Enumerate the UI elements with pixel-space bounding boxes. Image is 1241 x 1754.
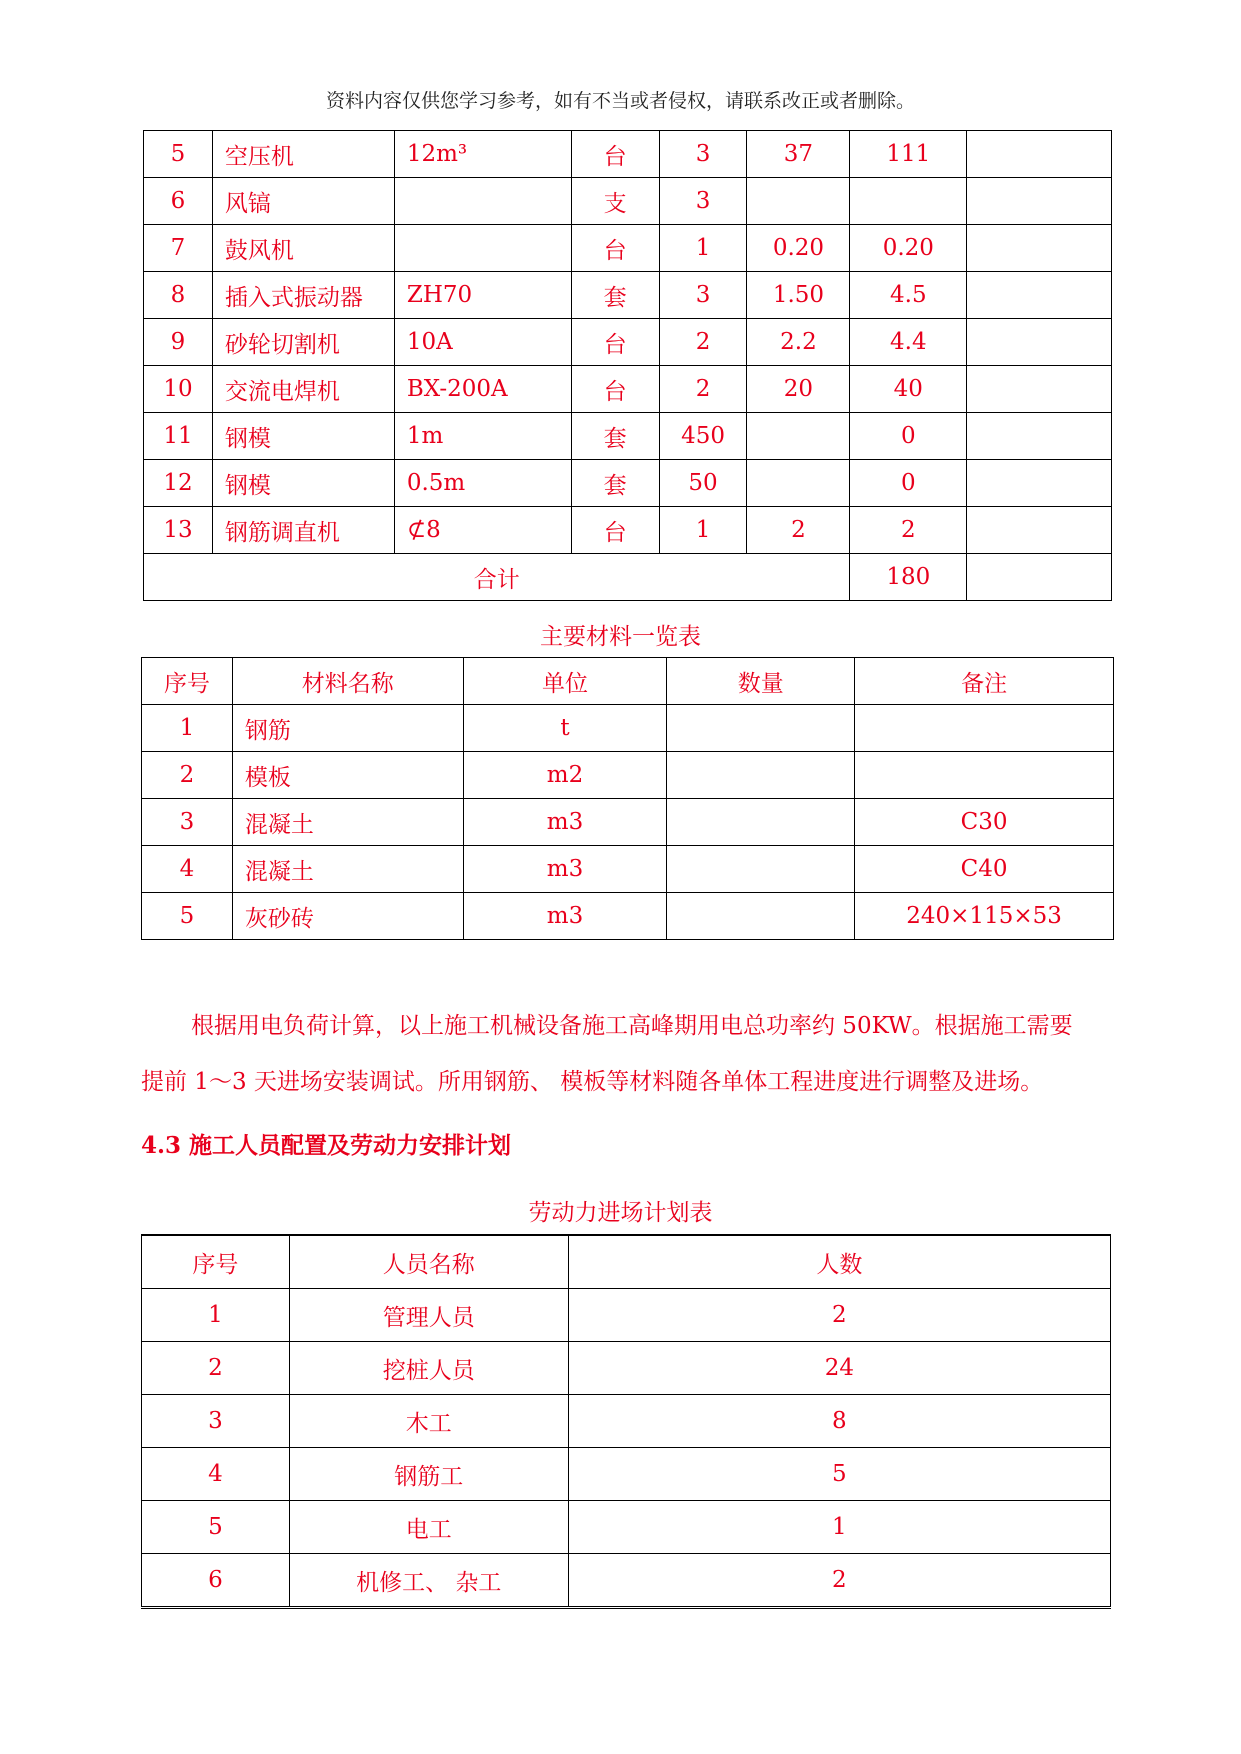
table-cell: 3: [659, 178, 747, 225]
table-cell: 1: [659, 507, 747, 554]
table-cell: 风镐: [212, 178, 394, 225]
table-cell: 24: [568, 1342, 1110, 1395]
table-cell: 3: [659, 272, 747, 319]
table-cell: [967, 178, 1112, 225]
table-cell: [667, 705, 855, 752]
table-cell: 12m³: [394, 131, 571, 178]
table-cell: 0: [850, 460, 967, 507]
table-cell: 数量: [667, 658, 855, 705]
table-cell: 0.5m: [394, 460, 571, 507]
paragraph-line-2: 提前 1～3 天进场安装调试。所用钢筋、 模板等材料随各单体工程进度进行调整及进场。: [141, 1069, 1044, 1095]
table-cell: m3: [463, 846, 667, 893]
table-cell: 序号: [142, 658, 233, 705]
table-cell: 180: [850, 554, 967, 601]
table-row: [142, 1501, 1111, 1554]
table-cell: 台: [571, 131, 659, 178]
table-cell: [667, 846, 855, 893]
table-cell: [967, 554, 1112, 601]
table-cell: m3: [463, 799, 667, 846]
table-cell: 2: [659, 366, 747, 413]
table-cell: 鼓风机: [212, 225, 394, 272]
table-row: [142, 799, 1114, 846]
table-cell: 合计: [144, 554, 850, 601]
table-cell: C30: [855, 799, 1114, 846]
table-cell: 1m: [394, 413, 571, 460]
table-cell: 50: [659, 460, 747, 507]
table-cell: [967, 225, 1112, 272]
table-cell: ⊄8: [394, 507, 571, 554]
table-cell: 5: [142, 1501, 290, 1554]
labor-table: [141, 1234, 1111, 1609]
table-cell: 7: [144, 225, 213, 272]
table-cell: 2: [850, 507, 967, 554]
table-cell: 4.4: [850, 319, 967, 366]
table-row: [142, 1342, 1111, 1395]
table-cell: [967, 366, 1112, 413]
table-cell: 0.20: [747, 225, 850, 272]
table-cell: [394, 178, 571, 225]
table-cell: 套: [571, 413, 659, 460]
table-cell: 台: [571, 319, 659, 366]
table-cell: m2: [463, 752, 667, 799]
table-row: [142, 1289, 1111, 1342]
table-cell: 1: [142, 705, 233, 752]
table-cell: 5: [142, 893, 233, 940]
table-cell: 8: [568, 1395, 1110, 1448]
table-row: [142, 705, 1114, 752]
table-cell: 套: [571, 460, 659, 507]
table-cell: 1: [659, 225, 747, 272]
table-cell: [855, 752, 1114, 799]
table-header-row: [142, 1235, 1111, 1289]
table-cell: 0: [850, 413, 967, 460]
table-cell: [667, 799, 855, 846]
table-cell: [967, 507, 1112, 554]
table-cell: 2: [747, 507, 850, 554]
table-row: [144, 413, 1112, 460]
table-cell: ZH70: [394, 272, 571, 319]
table-cell: 6: [142, 1554, 290, 1608]
table-cell: 10: [144, 366, 213, 413]
table-cell: [667, 752, 855, 799]
table-cell: 人数: [568, 1235, 1110, 1289]
table-cell: 8: [144, 272, 213, 319]
table-cell: 37: [747, 131, 850, 178]
table-cell: 11: [144, 413, 213, 460]
table-cell: [967, 131, 1112, 178]
table-cell: 4.5: [850, 272, 967, 319]
table-row: [144, 460, 1112, 507]
table-cell: [667, 893, 855, 940]
table-cell: 10A: [394, 319, 571, 366]
table-cell: 钢模: [212, 413, 394, 460]
table-cell: 灰砂砖: [232, 893, 463, 940]
table-cell: 备注: [855, 658, 1114, 705]
table-cell: 3: [659, 131, 747, 178]
table-cell: [850, 178, 967, 225]
table-cell: 2: [142, 1342, 290, 1395]
table-cell: 3: [142, 1395, 290, 1448]
table-cell: 9: [144, 319, 213, 366]
table-cell: 砂轮切割机: [212, 319, 394, 366]
table-row: [142, 846, 1114, 893]
table-cell: 2: [142, 752, 233, 799]
paragraph-line-1: 根据用电负荷计算，以上施工机械设备施工高峰期用电总功率约 50KW。根据施工需要: [191, 1013, 1073, 1039]
table-cell: 5: [568, 1448, 1110, 1501]
table-cell: 单位: [463, 658, 667, 705]
table-cell: 台: [571, 225, 659, 272]
table-row: [144, 366, 1112, 413]
materials-table-caption: 主要材料一览表: [540, 624, 701, 650]
header-disclaimer: 资料内容仅供您学习参考，如有不当或者侵权，请联系改正或者删除。: [325, 90, 915, 112]
table-cell: 1: [142, 1289, 290, 1342]
table-cell: [747, 178, 850, 225]
table-cell: 2: [568, 1554, 1110, 1608]
table-cell: [967, 413, 1112, 460]
table-cell: [855, 705, 1114, 752]
table-cell: 机修工、 杂工: [289, 1554, 568, 1608]
table-row: [142, 893, 1114, 940]
table-cell: t: [463, 705, 667, 752]
table-cell: m3: [463, 893, 667, 940]
equipment-table: [143, 130, 1112, 601]
table-cell: 模板: [232, 752, 463, 799]
table-cell: 40: [850, 366, 967, 413]
table-row: [142, 1395, 1111, 1448]
power-paragraph: [141, 998, 1115, 1110]
table-cell: [747, 460, 850, 507]
table-cell: 20: [747, 366, 850, 413]
table-cell: [967, 272, 1112, 319]
table-cell: 4: [142, 846, 233, 893]
table-cell: 钢筋调直机: [212, 507, 394, 554]
table-cell: 111: [850, 131, 967, 178]
table-row: [142, 752, 1114, 799]
table-cell: 管理人员: [289, 1289, 568, 1342]
materials-table: [141, 657, 1114, 940]
table-cell: [967, 319, 1112, 366]
table-cell: BX-200A: [394, 366, 571, 413]
table-cell: 套: [571, 272, 659, 319]
table-cell: 人员名称: [289, 1235, 568, 1289]
table-row: [142, 1448, 1111, 1501]
table-row: [144, 225, 1112, 272]
table-row: [144, 178, 1112, 225]
table-row: [144, 507, 1112, 554]
table-cell: 空压机: [212, 131, 394, 178]
table-cell: 混凝土: [232, 846, 463, 893]
table-cell: 挖桩人员: [289, 1342, 568, 1395]
table-row: [144, 272, 1112, 319]
table-cell: 2: [659, 319, 747, 366]
table-cell: 13: [144, 507, 213, 554]
table-row: [144, 131, 1112, 178]
table-cell: 材料名称: [232, 658, 463, 705]
table-cell: 1: [568, 1501, 1110, 1554]
table-cell: 钢筋: [232, 705, 463, 752]
table-row: [144, 319, 1112, 366]
table-cell: 3: [142, 799, 233, 846]
table-cell: 混凝土: [232, 799, 463, 846]
table-cell: 0.20: [850, 225, 967, 272]
table-cell: 4: [142, 1448, 290, 1501]
table-cell: 插入式振动器: [212, 272, 394, 319]
table-cell: [394, 225, 571, 272]
table-cell: 台: [571, 507, 659, 554]
table-header-row: [142, 658, 1114, 705]
table-cell: 12: [144, 460, 213, 507]
table-cell: 240×115×53: [855, 893, 1114, 940]
labor-table-caption: 劳动力进场计划表: [528, 1200, 713, 1226]
table-cell: 6: [144, 178, 213, 225]
table-cell: 钢模: [212, 460, 394, 507]
table-cell: 2: [568, 1289, 1110, 1342]
table-cell: 2.2: [747, 319, 850, 366]
table-cell: 交流电焊机: [212, 366, 394, 413]
table-cell: 1.50: [747, 272, 850, 319]
table-cell: [747, 413, 850, 460]
table-cell: 钢筋工: [289, 1448, 568, 1501]
total-row: [144, 554, 1112, 601]
table-cell: 台: [571, 366, 659, 413]
table-cell: 序号: [142, 1235, 290, 1289]
table-cell: 支: [571, 178, 659, 225]
table-cell: 5: [144, 131, 213, 178]
table-cell: 450: [659, 413, 747, 460]
table-cell: [967, 460, 1112, 507]
table-cell: 木工: [289, 1395, 568, 1448]
table-cell: 电工: [289, 1501, 568, 1554]
section-heading: 4.3 施工人员配置及劳动力安排计划: [141, 1132, 512, 1159]
table-row: [142, 1554, 1111, 1608]
table-cell: C40: [855, 846, 1114, 893]
